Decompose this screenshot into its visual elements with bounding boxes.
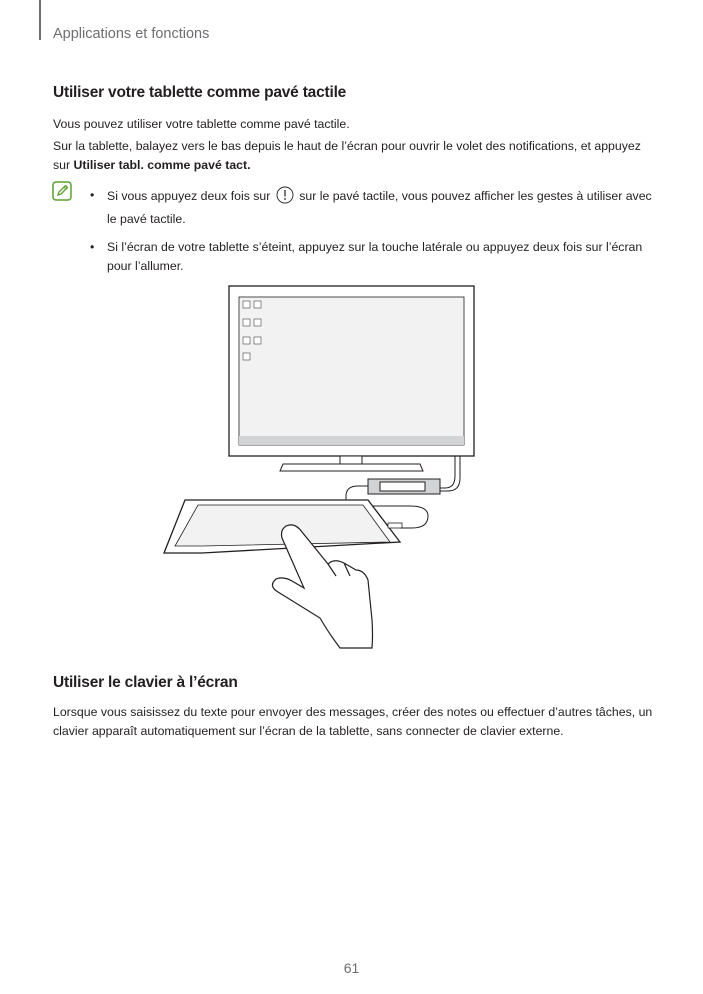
tablet-image bbox=[164, 500, 402, 553]
touchpad-option-name: Utiliser tabl. comme pavé tact. bbox=[73, 158, 251, 172]
section-title-touchpad: Utiliser votre tablette comme pavé tactile bbox=[53, 84, 347, 101]
section-title-keyboard: Utiliser le clavier à l’écran bbox=[53, 674, 238, 691]
section-header: Applications et fonctions bbox=[53, 26, 210, 42]
touchpad-intro: Vous pouvez utiliser votre tablette comme pavé tactile. bbox=[53, 117, 350, 131]
note-pencil-icon bbox=[52, 181, 72, 206]
note-item-gestures bbox=[90, 186, 655, 229]
bullet-dot: • bbox=[90, 240, 95, 254]
touchpad-step-text: Sur la tablette, balayez vers le bas depuis le haut de l’écran pour ouvrir le volet des notifications, et appuyez sur bbox=[53, 139, 641, 172]
touchpad-step bbox=[53, 137, 653, 175]
note2-text: Si l’écran de votre tablette s’éteint, appuyez sur la touche latérale ou appuyez deux fois sur l’écran pour l’allumer. bbox=[107, 240, 643, 273]
note-list bbox=[90, 186, 655, 285]
note-item-screen-off bbox=[90, 238, 655, 276]
page-number: 61 bbox=[343, 960, 360, 976]
bullet-dot: • bbox=[90, 188, 95, 202]
note1-text-start: Si vous appuyez deux fois sur bbox=[107, 189, 274, 203]
monitor-image bbox=[229, 286, 474, 471]
info-icon bbox=[276, 186, 294, 210]
note1-text-end: sur le pavé tactile, vous pouvez afficher les gestes à utiliser avec le pavé tactile. bbox=[107, 189, 652, 226]
tablet-touchpad-illustration bbox=[150, 280, 490, 655]
keyboard-body: Lorsque vous saisissez du texte pour envoyer des messages, créer des notes ou effectuer d’autres tâches, un clavier apparaît automatiquement sur l’écran de la tablette, sans connecter de clavier externe. bbox=[53, 705, 653, 738]
header-side-rule bbox=[39, 0, 41, 40]
